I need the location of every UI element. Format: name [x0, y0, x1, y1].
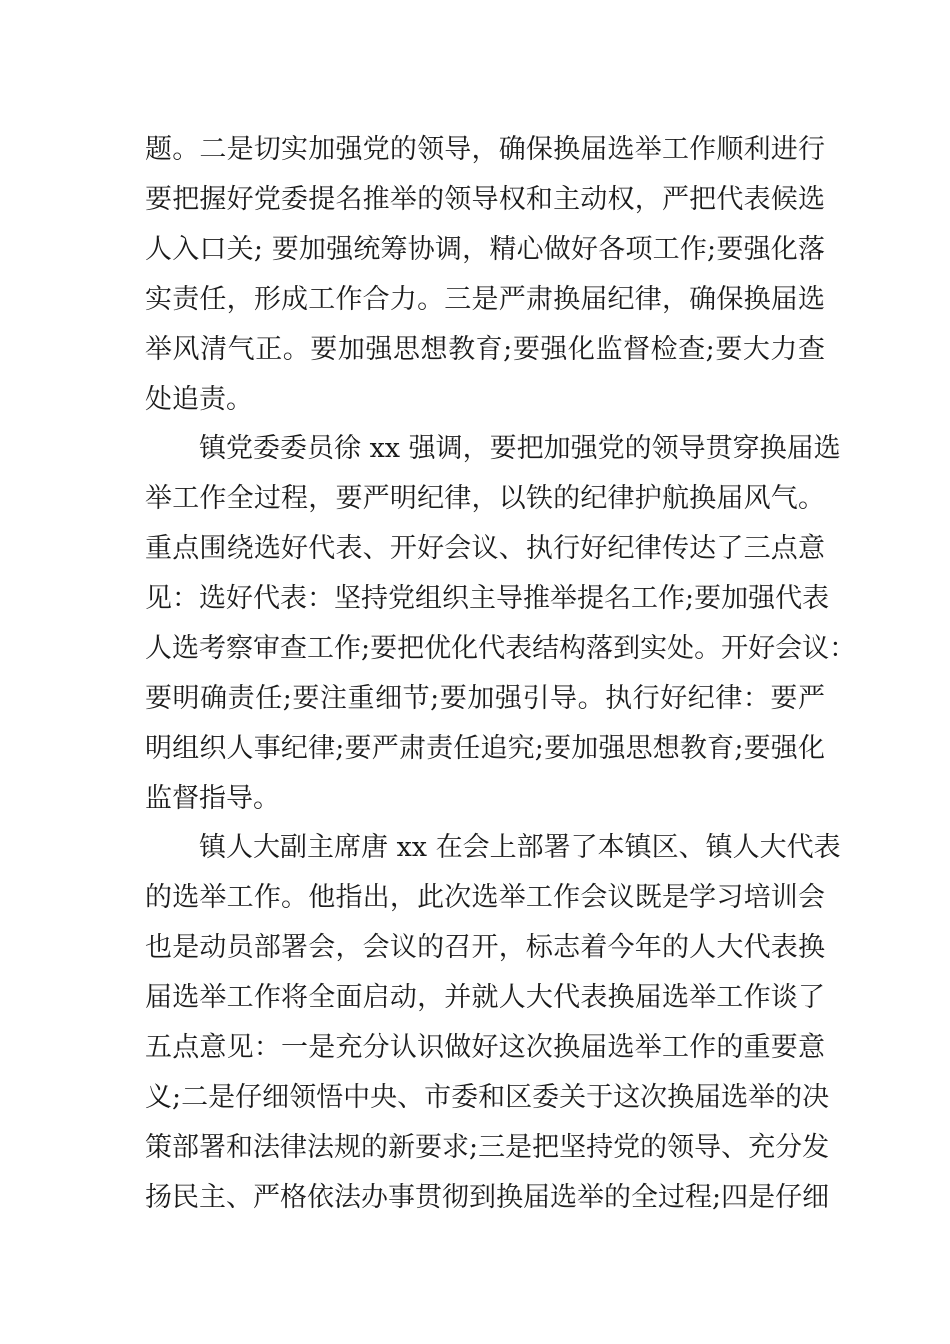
text-line: 五点意见：一是充分认识做好这次换届选举工作的重要意 — [145, 1032, 825, 1063]
text-line: 实责任，形成工作合力。三是严肃换届纪律，确保换届选 — [145, 284, 825, 315]
text-line: 举风清气正。要加强思想教育;要强化监督检查;要大力查 — [145, 334, 825, 365]
text-line: 扬民主、严格依法办事贯彻到换届选举的全过程;四是仔细 — [145, 1182, 830, 1213]
text-line: 举工作全过程，要严明纪律，以铁的纪律护航换届风气。 — [145, 483, 825, 514]
text-line: 见：选好代表：坚持党组织主导推举提名工作;要加强代表 — [145, 583, 830, 614]
text-line: 策部署和法律法规的新要求;三是把坚持党的领导、充分发 — [145, 1132, 830, 1163]
text-line: 也是动员部署会，会议的召开，标志着今年的人大代表换 — [145, 932, 825, 963]
text-line: 要把握好党委提名推举的领导权和主动权，严把代表候选 — [145, 184, 825, 215]
text-line: 重点围绕选好代表、开好会议、执行好纪律传达了三点意 — [145, 533, 825, 564]
text-line: 明组织人事纪律;要严肃责任追究;要加强思想教育;要强化 — [145, 733, 825, 764]
text-line: 义;二是仔细领悟中央、市委和区委关于这次换届选举的决 — [145, 1082, 830, 1113]
text-line: 处追责。 — [145, 384, 253, 415]
text-line: 要明确责任;要注重细节;要加强引导。执行好纪律：要严 — [145, 683, 825, 714]
text-line: 人入口关; 要加强统筹协调，精心做好各项工作;要强化落 — [145, 234, 825, 265]
paragraph-first-line: 镇人大副主席唐 xx 在会上部署了本镇区、镇人大代表 — [199, 832, 841, 863]
text-line: 届选举工作将全面启动，并就人大代表换届选举工作谈了 — [145, 982, 825, 1013]
paragraph-first-line: 镇党委委员徐 xx 强调，要把加强党的领导贯穿换届选 — [199, 433, 841, 464]
text-line: 人选考察审查工作;要把优化代表结构落到实处。开好会议： — [145, 633, 857, 664]
text-line: 监督指导。 — [145, 783, 280, 814]
text-line: 题。二是切实加强党的领导，确保换届选举工作顺利进行 — [145, 134, 825, 165]
text-line: 的选举工作。他指出，此次选举工作会议既是学习培训会 — [145, 882, 825, 913]
